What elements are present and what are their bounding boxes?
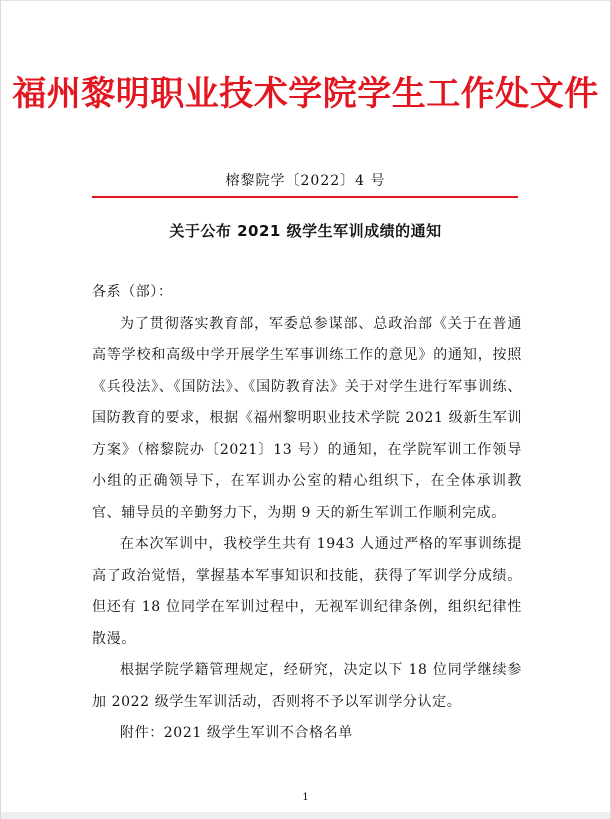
page-number: 1 <box>302 792 309 803</box>
body-paragraph-2: 在本次军训中，我校学生共有 1943 人通过严格的军事训练提高了政治觉悟，掌握基本军事知识和技能，获得了军训学分成绩。但还有 18 位同学在军训过程中，无视军训纪律条例，组织纪律性散漫。 <box>92 536 522 647</box>
header-divider-line <box>92 196 518 198</box>
body-paragraph-3: 根据学院学籍管理规定，经研究，决定以下 18 位同学继续参加 2022 级学生军训活动，否则将不予以军训学分认定。 <box>92 662 522 710</box>
body-paragraph-1: 为了贯彻落实教育部，军委总参谋部、总政治部《关于在普通高等学校和高级中学开展学生军事训练工作的意见》的通知，按照《兵役法》、《国防法》、《国防教育法》关于对学生进行军事训练、国防教育的要求，根据《福州黎明职业技术学院 2021 级新生军训方案》（榕黎院办〔2021〕13 号）的通知，在学院军训工作领导小组的正确领导下，在军训办公室的精心组织下，在全体承训教官、辅导员的辛勤努力下，为期 9 天的新生军训工作顺利完成。 <box>92 315 522 521</box>
document-body <box>92 277 522 750</box>
document-number: 榕黎院学〔2022〕4 号 <box>225 173 386 189</box>
salutation: 各系（部）： <box>92 284 173 300</box>
viewer-bottom-strip <box>1 812 610 819</box>
notice-title: 关于公布 2021 级学生军训成绩的通知 <box>169 222 442 240</box>
attachment-line: 附件：2021 级学生军训不合格名单 <box>120 725 353 741</box>
document-header-title: 福州黎明职业技术学院学生工作处文件 <box>12 74 599 114</box>
